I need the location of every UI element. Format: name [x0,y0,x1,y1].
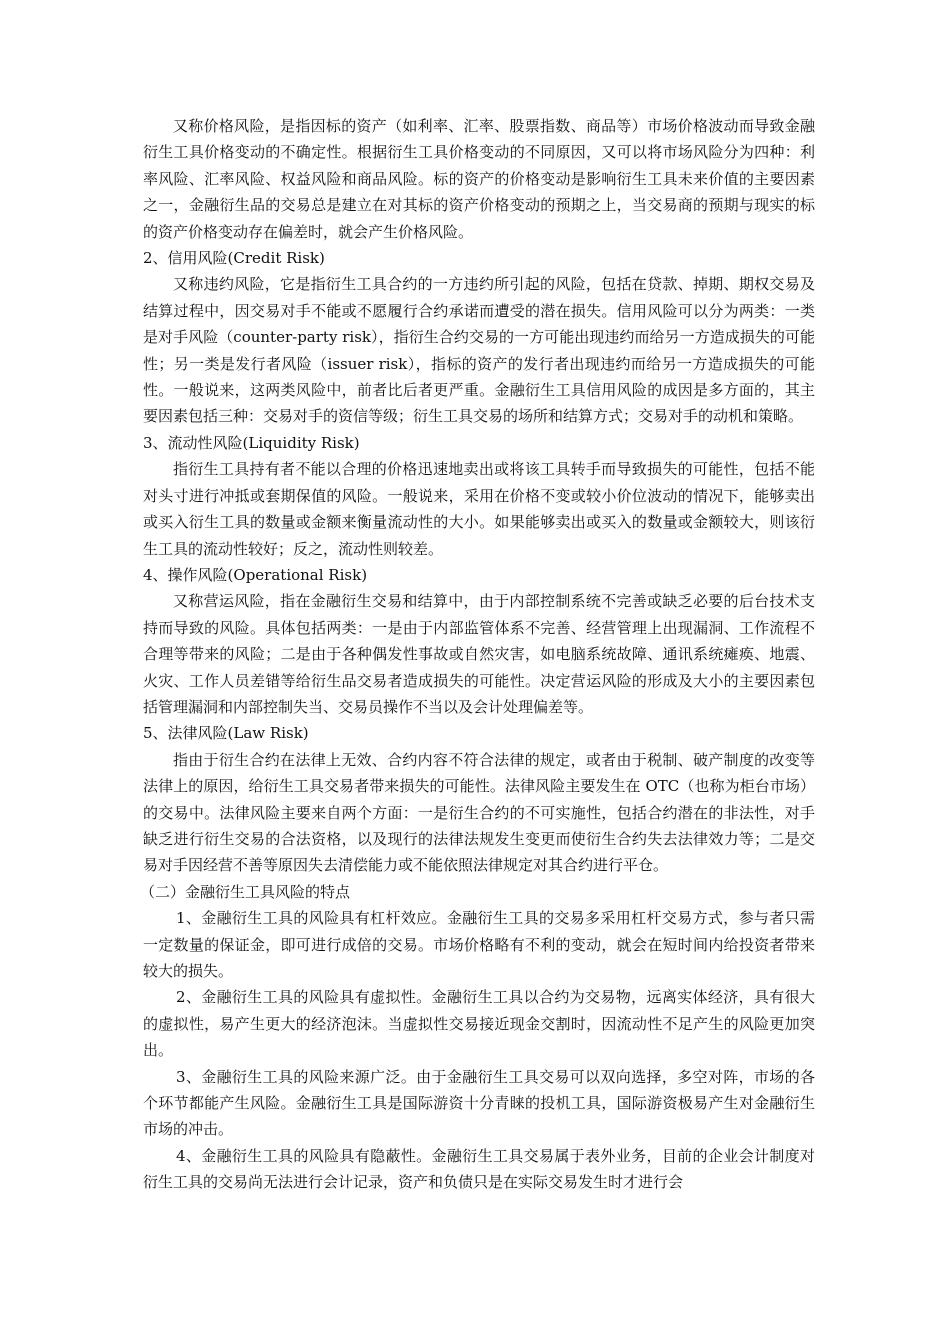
paragraph-credit-risk: 又称违约风险，它是指衍生工具合约的一方违约所引起的风险，包括在贷款、掉期、期权交易及结算过程中，因交易对手不能或不愿履行合约承诺而遭受的潜在损失。信用风险可以分为两类：一类是对手风险（counter-party risk），指衍生合约交易的一方可能出现违约而给另一方造成损失的可能性；另一类是发行者风险（issuer risk），指标的资产的发行者出现违约而给另一方造成损失的可能性。一般说来，这两类风险中，前者比后者更严重。金融衍生工具信用风险的成因是多方面的，其主要因素包括三种：交易对手的资信等级；衍生工具交易的场所和结算方式；交易对手的动机和策略。 [143,275,815,426]
heading-operational-risk: 4、操作风险(Operational Risk) [143,565,368,584]
heading-credit-risk: 2、信用风险(Credit Risk) [143,249,325,268]
paragraph-virtuality: 2、金融衍生工具的风险具有虚拟性。金融衍生工具以合约为交易物，远离实体经济，具有很大的虚拟性，易产生更大的经济泡沫。当虚拟性交易接近现金交割时，因流动性不足产生的风险更加突出。 [143,988,815,1060]
paragraph-law-risk: 指由于衍生合约在法律上无效、合约内容不符合法律的规定，或者由于税制、破产制度的改变等法律上的原因，给衍生工具交易者带来损失的可能性。法律风险主要发生在 OTC（也称为柜台市场）的交易中。法律风险主要来自两个方面：一是衍生合约的不可实施性，包括合约潜在的非法性，对手缺乏进行衍生交易的合法资格，以及现行的法律法规发生变更而使衍生合约失去法律效力等；二是交易对手因经营不善等原因失去清偿能力或不能依照法律规定对其合约进行平仓。 [143,750,815,875]
heading-law-risk: 5、法律风险(Law Risk) [143,724,309,743]
paragraph-liquidity-risk: 指衍生工具持有者不能以合理的价格迅速地卖出或将该工具转手而导致损失的可能性，包括不能对头寸进行冲抵或套期保值的风险。一般说来，采用在价格不变或较小价位波动的情况下，能够卖出或买入衍生工具的数量或金额来衡量流动性的大小。如果能够卖出或买入的数量或金额较大，则该衍生工具的流动性较好；反之，流动性则较差。 [143,460,815,558]
heading-liquidity-risk: 3、流动性风险(Liquidity Risk) [143,433,360,452]
paragraph-operational-risk: 又称营运风险，指在金融衍生交易和结算中，由于内部控制系统不完善或缺乏必要的后台技术支持而导致的风险。具体包括两类：一是由于内部监管体系不完善、经营管理上出现漏洞、工作流程不合理等带来的风险；二是由于各种偶发性事故或自然灾害，如电脑系统故障、通讯系统瘫痪、地震、火灾、工作人员差错等给衍生品交易者造成损失的可能性。决定营运风险的形成及大小的主要因素包括管理漏洞和内部控制失当、交易员操作不当以及会计处理偏差等。 [143,592,815,716]
heading-risk-characteristics: （二）金融衍生工具风险的特点 [140,882,351,901]
paragraph-market-risk: 又称价格风险，是指因标的资产（如利率、汇率、股票指数、商品等）市场价格波动而导致金融衍生工具价格变动的不确定性。根据衍生工具价格变动的不同原因，又可以将市场风险分为四种：利率风险、汇率风险、权益风险和商品风险。标的资产的价格变动是影响衍生工具未来价值的主要因素之一，金融衍生品的交易总是建立在对其标的资产价格变动的预期之上，当交易商的预期与现实的标的资产价格变动存在偏差时，就会产生价格风险。 [143,117,815,241]
paragraph-concealment: 4、金融衍生工具的风险具有隐蔽性。金融衍生工具交易属于表外业务，目前的企业会计制度对衍生工具的交易尚无法进行会计记录，资产和负债只是在实际交易发生时才进行会 [143,1146,815,1192]
paragraph-leverage: 1、金融衍生工具的风险具有杠杆效应。金融衍生工具的交易多采用杠杆交易方式，参与者只需一定数量的保证金，即可进行成倍的交易。市场价格略有不利的变动，就会在短时间内给投资者带来较大的损失。 [143,909,815,980]
paragraph-wide-sources: 3、金融衍生工具的风险来源广泛。由于金融衍生工具交易可以双向选择，多空对阵，市场的各个环节都能产生风险。金融衍生工具是国际游资十分青睐的投机工具，国际游资极易产生对金融衍生市场的冲击。 [143,1067,815,1139]
